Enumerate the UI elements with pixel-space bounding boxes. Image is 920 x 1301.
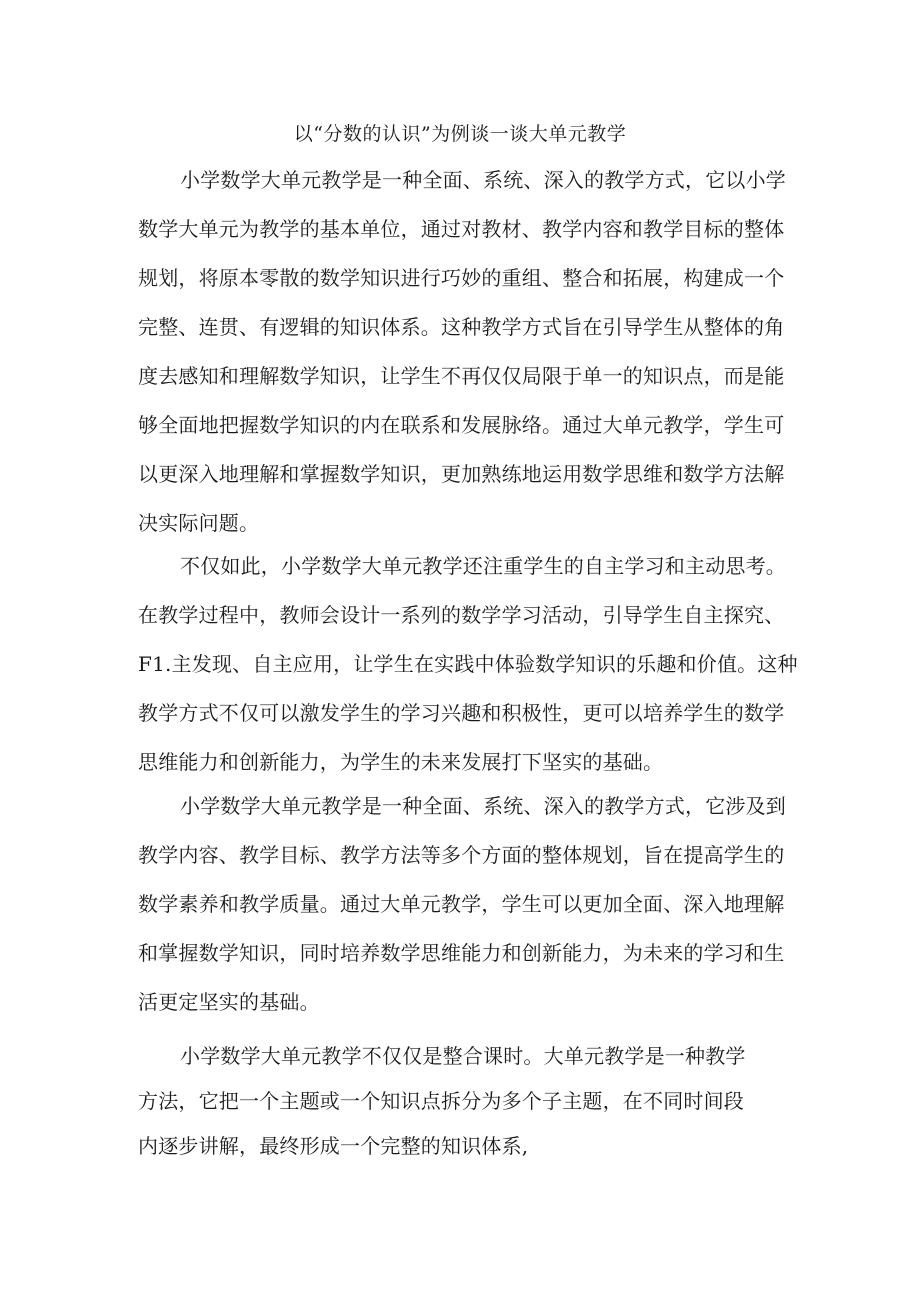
paragraph-line: 小学数学大单元教学是一种全面、系统、深入的教学方式，它涉及到 [180,794,786,818]
paragraph-4 [138,1034,744,1169]
paragraph-line: 规划，将原本零散的数学知识进行巧妙的重组、整合和拓展，构建成一个 [138,266,785,290]
paragraph-line: 和掌握数学知识，同时培养数学思维能力和创新能力，为未来的学习和生 [138,941,785,965]
paragraph-2 [138,542,798,787]
paragraph-line: 活更定坚实的基础。 [138,990,320,1014]
paragraph-line: 够全面地把握数学知识的内在联系和发展脉络。通过大单元教学，学生可 [138,413,785,437]
document-title: 以“分数的认识”为例谈一谈大单元教学 [293,123,627,145]
paragraph-line: 小学数学大单元教学不仅仅是整合课时。大单元教学是一种教学 [180,1044,746,1068]
paragraph-line: 方法，它把一个主题或一个知识点拆分为多个子主题，在不同时间段 [138,1089,744,1113]
paragraph-line: 不仅如此，小学数学大单元教学还注重学生的自主学习和主动思考。 [180,554,786,578]
paragraph-line: 在教学过程中，教师会设计一系列的数学学习活动，引导学生自主探究、 [138,603,785,627]
paragraph-line: 小学数学大单元教学是一种全面、系统、深入的教学方式，它以小学 [180,168,786,192]
paragraph-3 [138,782,784,1027]
paragraph-1 [138,156,784,548]
paragraph-line: 度去感知和理解数学知识，让学生不再仅仅局限于单一的知识点，而是能 [138,364,785,388]
paragraph-line: 决实际问题。 [138,511,260,535]
paragraph-line: F1.主发现、自主应用，让学生在实践中体验数学知识的乐趣和价值。这种 [138,652,798,676]
paragraph-line: 数学大单元为教学的基本单位，通过对教材、教学内容和教学目标的整体 [138,217,785,241]
paragraph-line: 教学方式不仅可以激发学生的学习兴趣和积极性，更可以培养学生的数学 [138,701,785,725]
paragraph-line: 内逐步讲解，最终形成一个完整的知识体系, [138,1134,529,1158]
paragraph-line: 教学内容、教学目标、教学方法等多个方面的整体规划，旨在提高学生的 [138,843,785,867]
paragraph-line: 完整、连贯、有逻辑的知识体系。这种教学方式旨在引导学生从整体的角 [138,315,785,339]
paragraph-line: 以更深入地理解和掌握数学知识，更加熟练地运用数学思维和数学方法解 [138,462,785,486]
paragraph-line: 思维能力和创新能力，为学生的未来发展打下坚实的基础。 [138,750,664,774]
paragraph-line: 数学素养和教学质量。通过大单元教学，学生可以更加全面、深入地理解 [138,892,785,916]
